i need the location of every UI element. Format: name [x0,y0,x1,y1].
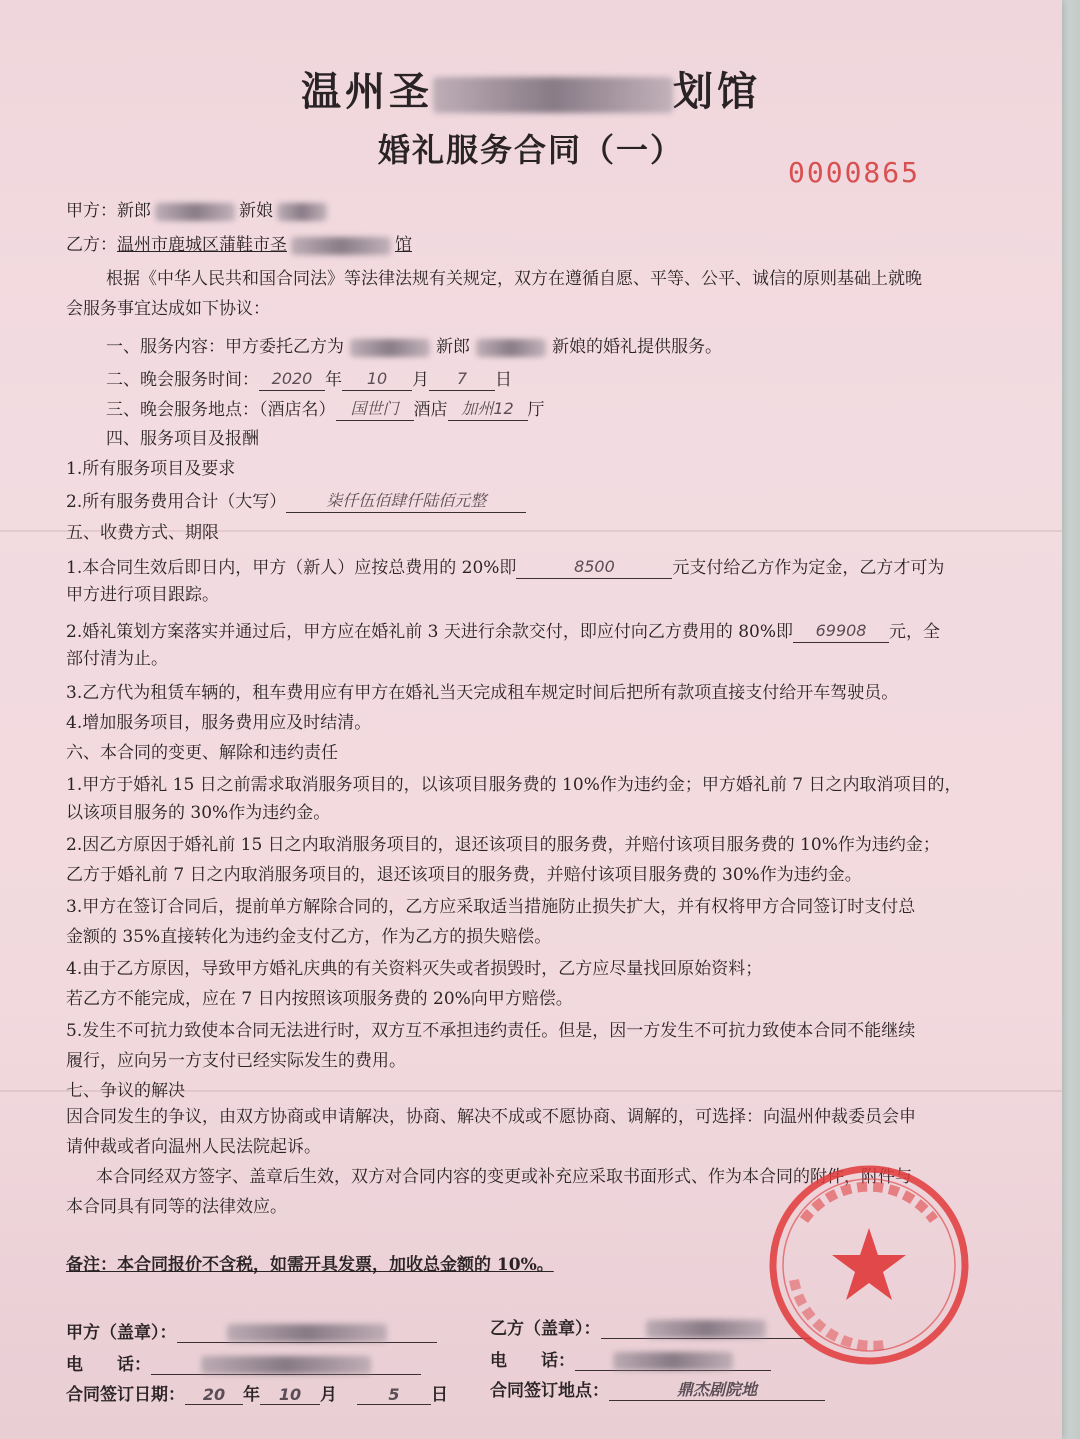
clause-line: 金额的 35%直接转化为违约金支付乙方，作为乙方的损失赔偿。 [66,927,552,947]
service-content: 一、服务内容：甲方委托乙方为 新郎 新娘的婚礼提供服务。 [106,337,722,357]
clause-line: 2.婚礼策划方案落实并通过后，甲方应在婚礼前 3 天进行余款交付，即应付向乙方费用的 80%即 69908 元，全 [66,621,941,642]
items-heading: 四、服务项目及报酬 [106,429,259,449]
clause-line: 请仲裁或者向温州人民法院起诉。 [66,1137,321,1157]
party-a-seal-row: 甲方（盖章）： [66,1318,437,1343]
clause-line: 4.由于乙方原因，导致甲方婚礼庆典的有关资料灭失或者损毁时，乙方应尽量找回原始资料； [66,959,763,979]
clause-line: 若乙方不能完成，应在 7 日内按照该项服务费的 20%向甲方赔偿。 [66,989,573,1009]
company-title: 温州圣 划馆 [301,68,761,115]
clause-line: 甲方进行项目跟踪。 [66,585,219,605]
clause-line: 以该项目服务的 30%作为违约金。 [66,803,331,823]
party-b-phone-row: 电 话： [490,1346,771,1371]
clause-line: 5.发生不可抗力致使本合同无法进行时，双方互不承担违约责任。但是，因一方发生不可抗力致使本合同不能继续 [66,1021,916,1041]
clause-line: 4.增加服务项目，服务费用应及时结清。 [66,713,372,733]
contract-title: 婚礼服务合同（一） [377,131,684,169]
party-a-phone-row: 电 话： [66,1350,421,1375]
items-line: 1.所有服务项目及要求 [66,459,236,479]
section-heading: 五、收费方式、期限 [66,523,219,543]
clause-line: 部付清为止。 [66,649,168,669]
clause-line: 3.乙方代为租赁车辆的，租车费用应有甲方在婚礼当天完成租车规定时间后把所有款项直接支付给开车驾驶员。 [66,683,899,703]
service-time: 二、晚会服务时间： 2020 年 10 月 7 日 [106,369,512,390]
intro-line: 根据《中华人民共和国合同法》等法律法规有关规定，双方在遵循自愿、平等、公平、诚信的原则基础上就晚 [106,269,922,289]
party-a-line: 甲方：新郎 新娘 [66,200,327,222]
serial-number: 0000865 [788,156,921,189]
clause-line: 本合同具有同等的法律效应。 [66,1197,287,1217]
service-place: 三、晚会服务地点：（酒店名） 国世门 酒店 加州12 厅 [106,399,545,420]
sign-date-row: 合同签订日期： 20 年 10 月 5 日 [66,1385,448,1405]
intro-line: 会服务事宜达成如下协议： [66,299,270,319]
clause-line: 本合同经双方签字、盖章后生效，双方对合同内容的变更或补充应采取书面形式、作为本合同的附件，附件与 [96,1167,912,1187]
clause-line: 1.甲方于婚礼 15 日之前需求取消服务项目的，以该项目服务费的 10%作为违约金；甲方婚礼前 7 日之内取消项目的， [66,775,962,795]
clause-line: 2.因乙方原因于婚礼前 15 日之内取消服务项目的，退还该项目的服务费，并赔付该项目服务费的 10%作为违约金； [66,835,940,855]
clause-line: 乙方于婚礼前 7 日之内取消服务项目的，退还该项目的服务费，并赔付该项目服务费的 30%作为违约金。 [66,865,862,885]
remark-note: 备注：本合同报价不含税，如需开具发票，加收总金额的 10%。 [66,1255,554,1275]
section-heading: 七、争议的解决 [66,1081,185,1101]
sign-place-row: 合同签订地点： 鼎杰剧院地 [490,1376,825,1401]
clause-line: 履行，应向另一方支付已经实际发生的费用。 [66,1051,406,1071]
clause-line: 3.甲方在签订合同后，提前单方解除合同的，乙方应采取适当措施防止损失扩大，并有权将甲方合同签订时支付总 [66,897,916,917]
section-heading: 六、本合同的变更、解除和违约责任 [66,743,338,763]
clause-line: 1.本合同生效后即日内，甲方（新人）应按总费用的 20%即 8500 元支付给乙方作为定金，乙方才可为 [66,557,945,578]
party-b-line: 乙方：温州市鹿城区蒲鞋市圣 馆 [66,235,412,255]
company-seal-stamp [764,1160,974,1370]
party-b-seal-row: 乙方（盖章）： [490,1314,811,1339]
total-fee: 2.所有服务费用合计（大写） 柒仟伍佰肆仟陆佰元整 [66,490,526,513]
clause-line: 因合同发生的争议，由双方协商或申请解决，协商、解决不成或不愿协商、调解的，可选择：向温州仲裁委员会申 [66,1107,916,1127]
